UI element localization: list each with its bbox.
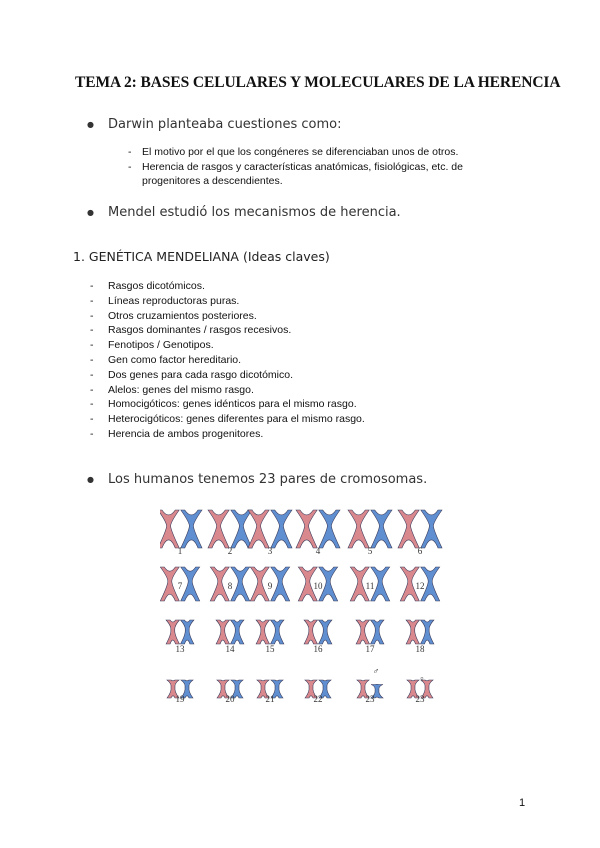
chromosome — [348, 510, 369, 548]
bullet-humanos-text: Los humanos tenemos 23 pares de cromosomas. — [108, 472, 428, 487]
chromosome-label: 4 — [315, 546, 321, 556]
chromosome-label: 23 — [415, 694, 425, 704]
chromosome-pair-5 — [348, 510, 392, 548]
chromosome — [250, 567, 269, 601]
list-item: - Rasgos dominantes / rasgos recesivos. — [90, 323, 365, 338]
chromosome-label: 15 — [265, 644, 275, 654]
list-item: - Fenotipos / Genotipos. — [90, 338, 365, 353]
bullet-humanos — [90, 472, 427, 487]
chromosome-pair-18 — [406, 620, 434, 644]
chromosome-label: 13 — [175, 644, 185, 654]
chromosome — [208, 510, 229, 548]
chromosome-label: 22 — [313, 694, 323, 704]
chromosome — [319, 510, 340, 548]
chromosome-label: 10 — [313, 581, 323, 591]
chromosome-pair-13 — [166, 620, 194, 644]
chromosome — [231, 510, 252, 548]
chromosome — [296, 510, 317, 548]
chromosome — [420, 620, 433, 644]
chromosome — [160, 510, 179, 548]
list-item: - Herencia de ambos progenitores. — [90, 427, 365, 442]
chromosome-label: 17 — [365, 644, 375, 654]
list-item: - Líneas reproductoras puras. — [90, 294, 365, 309]
chromosome-pair-4 — [296, 510, 340, 548]
chromosome-label: 11 — [365, 581, 375, 591]
chromosome — [256, 620, 269, 644]
female-symbol-icon: ♀ — [418, 674, 426, 684]
list-item: - Heterocigóticos: genes diferentes para el mismo rasgo. — [90, 412, 365, 427]
darwin-point-1-text: El motivo por el que los congéneres se diferenciaban unos de otros. — [142, 146, 459, 158]
chromosome-label: 19 — [175, 694, 185, 704]
chromosome — [216, 620, 229, 644]
bullet-mendel-text: Mendel estudió los mecanismos de herencia. — [108, 205, 401, 220]
bullet-darwin-text: Darwin planteaba cuestiones como: — [108, 117, 342, 132]
chromosome-label: 6 — [417, 546, 423, 556]
chromosome — [304, 620, 317, 644]
ideas-claves-list — [90, 279, 365, 442]
chromosome — [181, 510, 202, 548]
darwin-point-1: - El motivo por el que los congéneres se diferenciaban unos de otros. — [128, 145, 508, 159]
chromosome-pair-1 — [160, 510, 202, 548]
chromosome — [398, 510, 419, 548]
list-item: - Gen como factor hereditario. — [90, 353, 365, 368]
chromosome-pair-6 — [398, 510, 442, 548]
list-item: - Rasgos dicotómicos. — [90, 279, 365, 294]
list-item: - Homocigóticos: genes idénticos para el mismo rasgo. — [90, 397, 365, 412]
male-symbol-icon: ♂ — [372, 666, 380, 676]
chromosome — [421, 510, 442, 548]
chromosome-pair-15 — [256, 620, 284, 644]
chromosome-pair-17 — [356, 620, 384, 644]
karyotype-figure — [160, 502, 450, 712]
chromosome — [231, 567, 250, 601]
chromosome — [371, 510, 392, 548]
chromosome-pair-14 — [216, 620, 244, 644]
chromosome — [166, 620, 179, 644]
chromosome-label: 7 — [177, 581, 183, 591]
chromosome — [270, 620, 283, 644]
chromosome — [406, 620, 419, 644]
chromosome-label: 16 — [313, 644, 323, 654]
page-number: 1 — [519, 797, 526, 809]
chromosome — [271, 567, 290, 601]
chromosome — [180, 620, 193, 644]
chromosome — [181, 567, 200, 601]
darwin-point-2-text: Herencia de rasgos y características anatómicas, fisiológicas, etc. de progenitores a descendientes. — [142, 161, 463, 187]
chromosome-label: 21 — [265, 694, 275, 704]
chromosome-label: 9 — [267, 581, 273, 591]
list-item: - Otros cruzamientos posteriores. — [90, 309, 365, 324]
chromosome-label: 18 — [415, 644, 425, 654]
chromosome-label: 12 — [415, 581, 425, 591]
chromosome-pair-3 — [248, 510, 292, 548]
chromosome — [271, 510, 292, 548]
page-title: TEMA 2: BASES CELULARES Y MOLECULARES DE LA HERENCIA — [75, 74, 561, 91]
chromosome-label: 5 — [367, 546, 373, 556]
chromosome-pair-2 — [208, 510, 252, 548]
chromosome — [370, 620, 383, 644]
chromosome — [210, 567, 229, 601]
chromosome-label: 14 — [225, 644, 235, 654]
chromosome-pair-16 — [304, 620, 332, 644]
section-heading-genetica-mendeliana: 1. GENÉTICA MENDELIANA (Ideas claves) — [73, 249, 330, 264]
chromosome-label: 2 — [227, 546, 233, 556]
darwin-point-2: - Herencia de rasgos y características anatómicas, fisiológicas, etc. de progenitores a descendientes. — [128, 160, 508, 188]
chromosome-label: 1 — [177, 546, 183, 556]
bullet-darwin — [90, 117, 341, 132]
chromosome — [356, 620, 369, 644]
chromosome — [248, 510, 269, 548]
chromosome-label: 3 — [267, 546, 273, 556]
chromosome — [318, 620, 331, 644]
chromosome-label: 20 — [225, 694, 235, 704]
list-item: - Alelos: genes del mismo rasgo. — [90, 383, 365, 398]
list-item: - Dos genes para cada rasgo dicotómico. — [90, 368, 365, 383]
bullet-mendel — [90, 205, 401, 220]
chromosome — [160, 567, 179, 601]
chromosome-label: 8 — [227, 581, 233, 591]
chromosome — [230, 620, 243, 644]
chromosome-label: 23 — [365, 694, 375, 704]
